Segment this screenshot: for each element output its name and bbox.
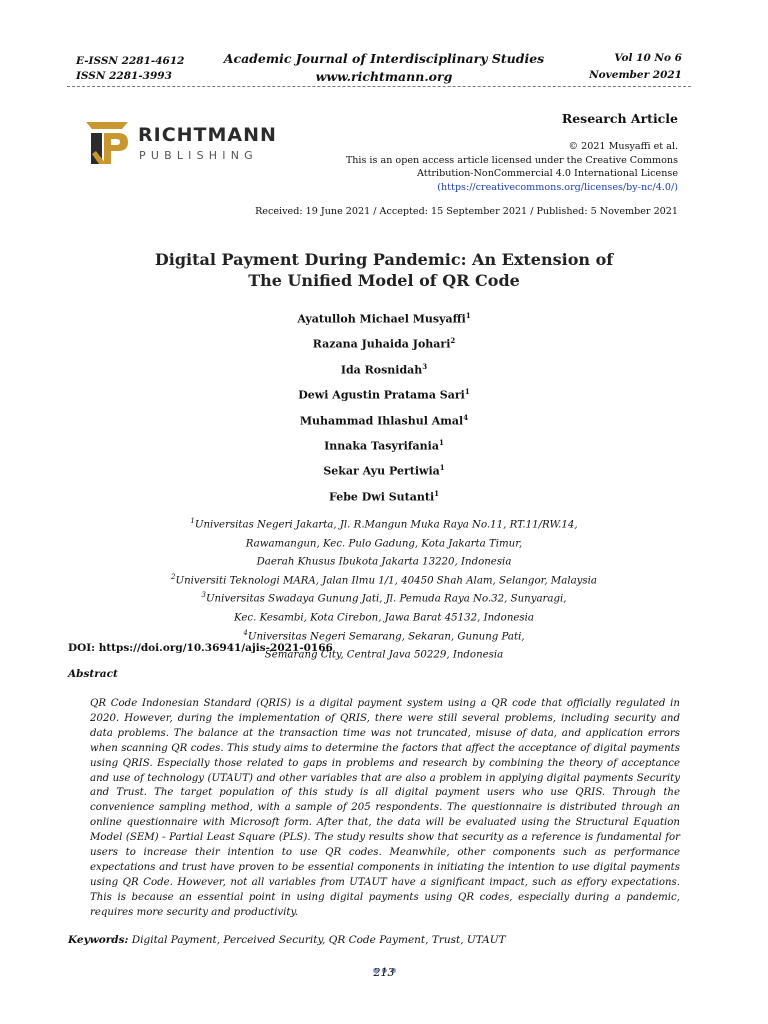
author: Innaka Tasyrifania$^1$ — [324, 437, 444, 453]
license-block — [346, 140, 678, 194]
paper-title — [0, 249, 768, 291]
author: Muhammad Ihlashul Amal$^4$ — [299, 412, 469, 428]
affiliation-line: $^1$Universitas Negeri Jakarta, Jl. R.Mangun Muka Raya No.11, RT.11/RW.14, — [190, 517, 578, 531]
logo-wordmark: RICHTMANN — [138, 124, 277, 146]
author: Dewi Agustin Pratama Sari$^1$ — [298, 387, 470, 402]
author: Febe Dwi Sutanti$^1$ — [328, 488, 440, 504]
abstract-text: QR Code Indonesian Standard (QRIS) is a digital payment system using a QR code that officially regulated in 2020. However, during the implementation of QRIS, there were still several problems, including security and data problems. The balance at the transaction time was not truncated, misuse of data, and application errors when scanning QR codes. This study aims to determine the factors that affect the acceptance of digital payments using QRIS. Especially those related to gaps in problems and research by combining the theory of acceptance and use of technology (UTAUT) and other variables that are also a problem in applying digital payments Security and Trust. The target population of this study is all digital payment users who use QRIS. Through the convenience sampling method, with a sample of 205 respondents. The questionnaire is distributed through an online questionnaire with Microsoft form. After that, the data will be evaluated using the Structural Equation Model (SEM) - Partial Least Square (PLS). The study results show that security as a reference is fundamental for users to increase their intention to use QR codes. Meanwhile, other components such as performance expectations and trust have proven to be essential components in initiating the intention to use digital payments using QR Code. However, not all variables from UTAUT have a significant impact, such as effory expectations. This is because an essential point in using digital payments using QR codes, especially during a pandemic, requires more security and productivity. — [90, 698, 680, 918]
affiliation-line: Rawamangun, Kec. Pulo Gadung, Kota Jakarta Timur, — [245, 537, 523, 549]
author: Ayatulloh Michael Musyaffi$^1$ — [297, 311, 471, 326]
title-line-1: Digital Payment During Pandemic: An Extension of — [154, 250, 614, 269]
eissn: E-ISSN 2281-4612 — [76, 55, 185, 67]
publication-dates: Received: 19 June 2021 / Accepted: 15 September 2021 / Published: 5 November 2021 — [255, 206, 678, 217]
author: Razana Juhaida Johari$^2$ — [312, 336, 456, 352]
license-link[interactable]: (https://creativecommons.org/licenses/by-nc/4.0/) — [437, 181, 678, 193]
issue-date: November 2021 — [589, 69, 682, 81]
affiliation-line: Semarang City, Central Java 50229, Indonesia — [264, 649, 504, 661]
license-text-2: Attribution-NonCommercial 4.0 International License — [416, 168, 678, 180]
keywords-label: Keywords: — [68, 934, 129, 946]
article-type: Research Article — [561, 111, 678, 126]
author: Sekar Ayu Pertiwia$^1$ — [323, 463, 445, 478]
doi-link[interactable]: DOI: https://doi.org/10.36941/ajis-2021-0166 — [68, 642, 333, 654]
affiliation-line: $^3$Universitas Swadaya Gunung Jati, Jl. Pemuda Raya No.32, Sunyaragi, — [201, 591, 567, 605]
copyright: © 2021 Musyaffi et al. — [568, 141, 678, 152]
page-number: 213 — [373, 966, 395, 979]
header-divider — [67, 86, 691, 87]
affiliation-line: $^2$Universiti Teknologi MARA, Jalan Ilmu 1/1, 40450 Shah Alam, Selangor, Malaysia — [171, 572, 597, 587]
logo-subtitle: PUBLISHING — [139, 149, 258, 162]
issue-block — [589, 50, 682, 84]
affiliation-list — [0, 514, 768, 663]
volume: Vol 10 No 6 — [614, 52, 682, 64]
keywords-text: Digital Payment, Perceived Security, QR Code Payment, Trust, UTAUT — [131, 934, 506, 946]
title-line-2: The Unified Model of QR Code — [248, 271, 520, 290]
journal-website[interactable]: www.richtmann.org — [315, 69, 453, 84]
affiliation-line: Daerah Khusus Ibukota Jakarta 13220, Indonesia — [256, 556, 512, 568]
rp-monogram-icon — [82, 118, 134, 173]
license-text-1: This is an open access article licensed under the Creative Commons — [345, 154, 678, 166]
journal-name: Academic Journal of Interdisciplinary Studies — [223, 51, 545, 66]
issn: ISSN 2281-3993 — [76, 70, 172, 82]
affiliation-line: $^4$Universitas Negeri Semarang, Sekaran, Gunung Pati, — [243, 628, 525, 642]
abstract-heading: Abstract — [68, 668, 118, 680]
publisher-logo — [82, 118, 277, 173]
keywords — [68, 934, 506, 946]
affiliation-line: Kec. Kesambi, Kota Cirebon, Jawa Barat 45132, Indonesia — [234, 612, 534, 624]
author-list — [0, 308, 768, 511]
author: Ida Rosnidah$^3$ — [340, 361, 428, 377]
